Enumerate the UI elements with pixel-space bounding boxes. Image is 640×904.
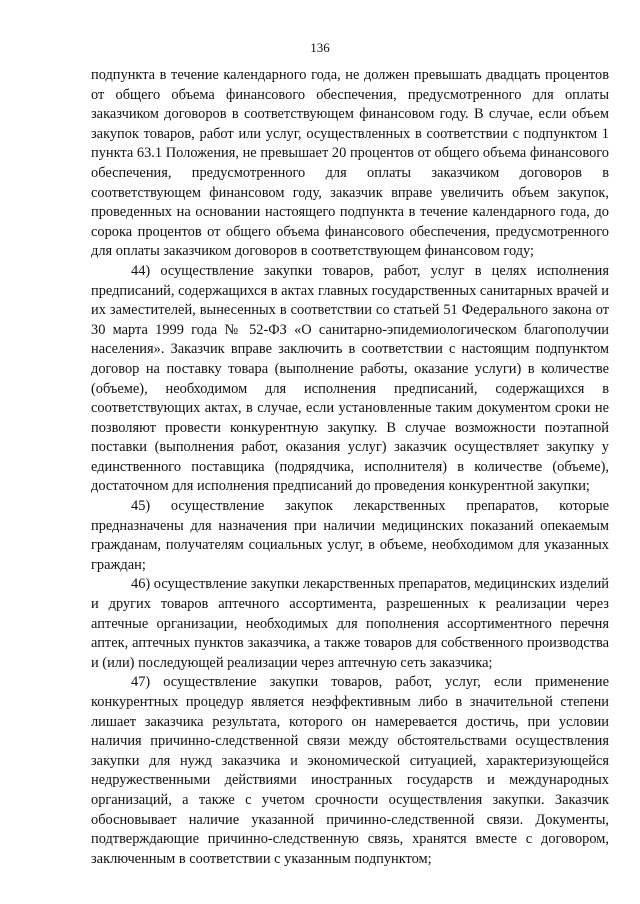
paragraph-item-44: 44) осуществление закупки товаров, работ, услуг в целях исполнения предписаний, содержащихся в актах главных государственных санитарных врачей и их заместителей, вынесенных в соответствии со статьей 51 Федерального закона от 30 марта 1999 года № 52-ФЗ «О санитарно-эпидемиологическом благополучии населения». Заказчик вправе заключить в соответствии с настоящим подпунктом договор на поставку товара (выполнение работы, оказание услуги) в количестве (объеме), необходимом для исполнения предписаний, содержащихся в соответствующих актах, в случае, если установленные таким документом сроки не позволяют провести конкурентную закупку. В случае возможности поэтапной поставки (выполнения работ, оказания услуг) заказчик осуществляет закупку у единственного поставщика (подрядчика, исполнителя) в количестве (объеме), достаточном для исполнения предписаний до проведения конкурентной закупки; [91, 262, 609, 495]
paragraph-continuation: подпункта в течение календарного года, не должен превышать двадцать процентов от общего объема финансового обеспечения, предусмотренного для оплаты заказчиком договоров в соответствующем финансовом году. В случае, если объем закупок товаров, работ или услуг, осуществленных в соответствии с подпунктом 1 пункта 63.1 Положения, не превышает 20 процентов от общего объема финансового обеспечения, предусмотренного для оплаты заказчиком договоров в соответствующем финансовом году, заказчик вправе увеличить объем закупок, проведенных на основании настоящего подпункта в течение календарного года, до сорока процентов от общего объема финансового обеспечения, предусмотренного для оплаты заказчиком договоров в соответствующем финансовом году; [91, 67, 609, 260]
page-number: 136 [310, 40, 330, 55]
paragraph-item-46: 46) осуществление закупки лекарственных препаратов, медицинских изделий и других товаров аптечного ассортимента, разрешенных к реализации через аптечные организации, необходимых для пополнения ассортиментного перечня аптек, аптечных пунктов заказчика, а также товаров для собственного производства и (или) последующей реализации через аптечную сеть заказчика; [91, 576, 609, 671]
document-body [91, 66, 609, 869]
paragraph-item-45: 45) осуществление закупок лекарственных препаратов, которые предназначены для назначения при наличии медицинских показаний опекаемым гражданам, получателям социальных услуг, в объеме, необходимом для указанных граждан; [91, 498, 609, 573]
paragraph-item-47: 47) осуществление закупки товаров, работ, услуг, если применение конкурентных процедур является неэффективным либо в значительной степени лишает заказчика результата, которого он намеревается достичь, при условии наличия причинно-следственной связи между обстоятельствами осуществления закупки для нужд заказчика и экономической ситуацией, характеризующейся недружественными действиями иностранных государств и международных организаций, а также с учетом срочности осуществления закупки. Заказчик обосновывает наличие указанной причинно-следственной связи. Документы, подтверждающие причинно-следственную связь, хранятся вместе с договором, заключенным в соответствии с указанным подпунктом; [91, 674, 609, 867]
